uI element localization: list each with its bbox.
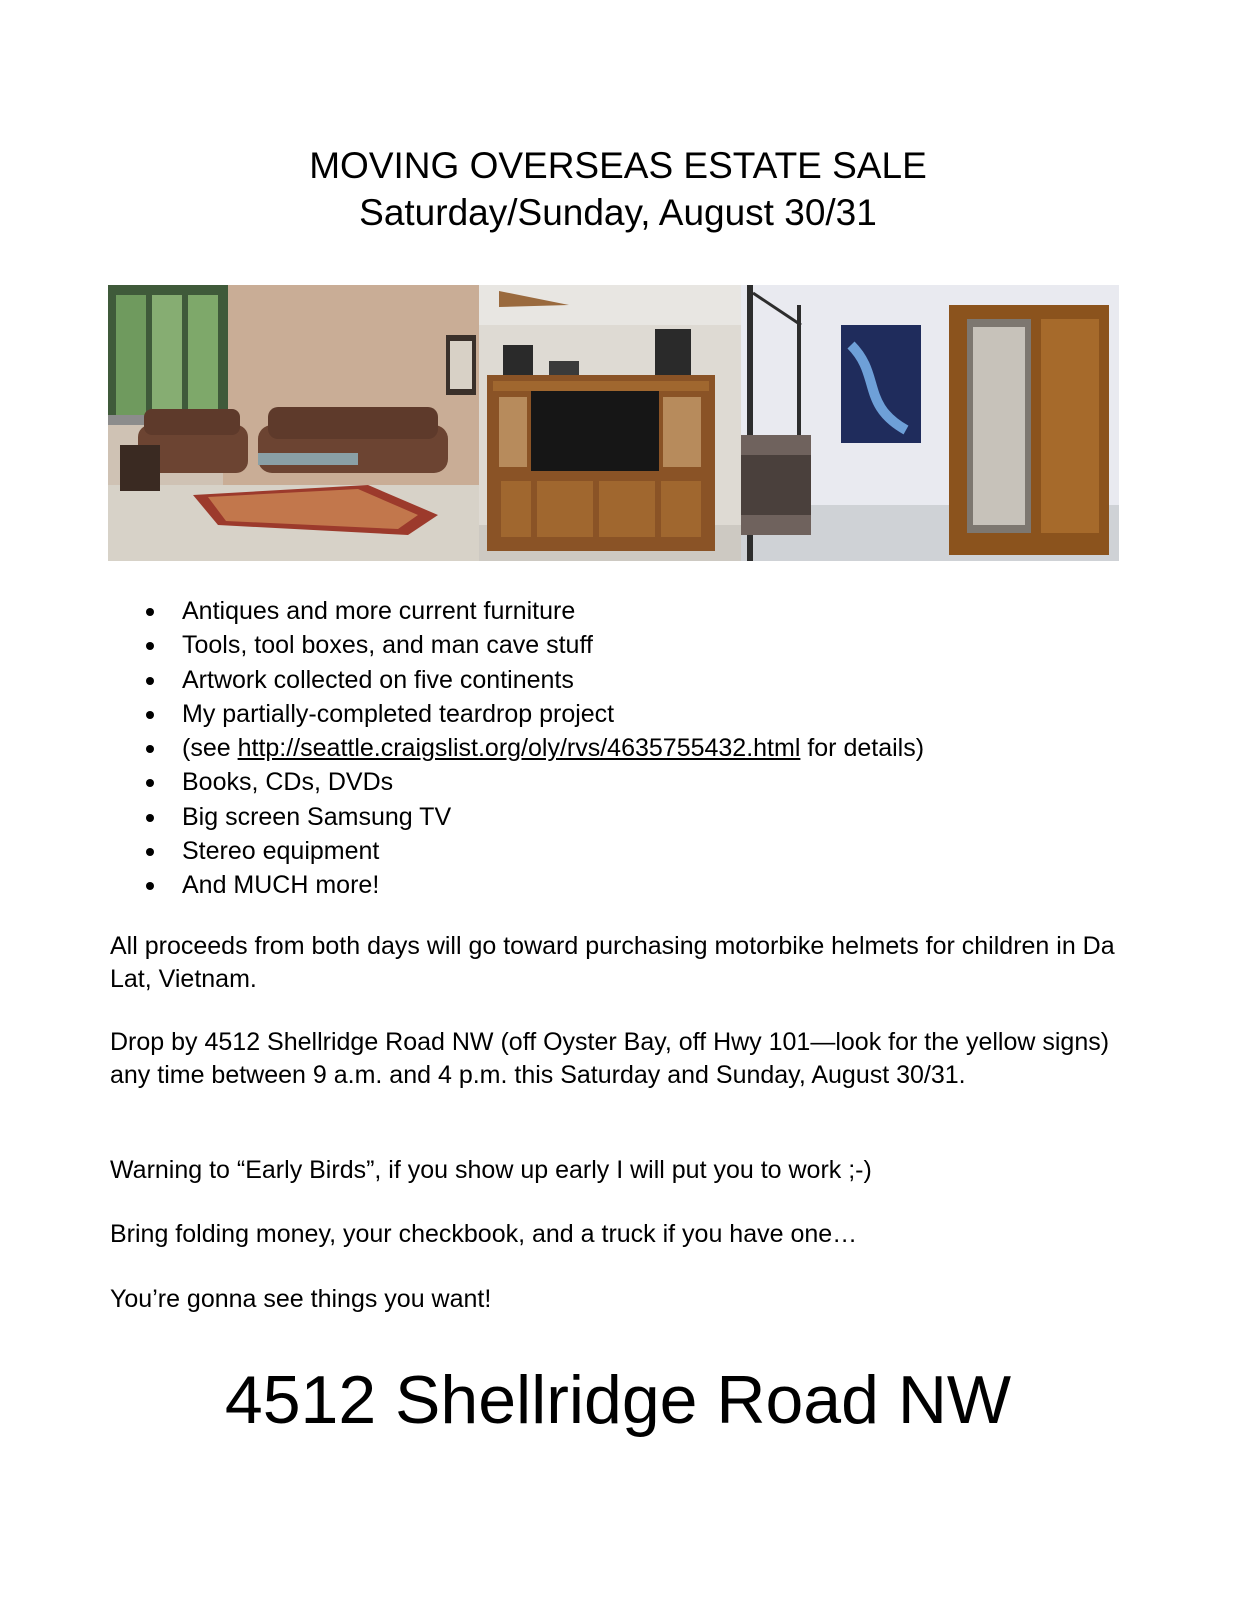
- warning-paragraph: Warning to “Early Birds”, if you show up early I will put you to work ;-): [110, 1156, 872, 1184]
- title-block: [0, 142, 1236, 236]
- entertainment-center-photo: [479, 285, 741, 561]
- list-item: And MUCH more!: [138, 868, 924, 902]
- bullet-icon: [146, 677, 154, 685]
- closing-paragraph: You’re gonna see things you want!: [110, 1285, 492, 1313]
- bullet-icon: [146, 814, 154, 822]
- bullet-icon: [146, 882, 154, 890]
- list-item: Antiques and more current furniture: [138, 594, 924, 628]
- bullet-icon: [146, 848, 154, 856]
- craigslist-link[interactable]: http://seattle.craigslist.org/oly/rvs/4635755432.html: [237, 734, 801, 763]
- bring-paragraph: Bring folding money, your checkbook, and a truck if you have one…: [110, 1220, 858, 1248]
- sale-dates: Saturday/Sunday, August 30/31: [359, 192, 877, 233]
- bullet-icon: [146, 608, 154, 616]
- living-room-photo: [108, 285, 479, 561]
- list-item: Stereo equipment: [138, 834, 924, 868]
- list-item: Artwork collected on five continents: [138, 663, 924, 697]
- item-list: [138, 594, 924, 903]
- footer-address: 4512 Shellridge Road NW: [224, 1362, 1012, 1438]
- bullet-icon: [146, 642, 154, 650]
- photo-strip: [108, 285, 1119, 561]
- bedroom-wardrobe-photo: [741, 285, 1119, 561]
- list-item: Big screen Samsung TV: [138, 800, 924, 834]
- directions-paragraph: Drop by 4512 Shellridge Road NW (off Oyster Bay, off Hwy 101—look for the yellow signs) any time between 9 a.m. and 4 p.m. this Saturday and Sunday, August 30/31.: [110, 1028, 1110, 1089]
- list-item: Tools, tool boxes, and man cave stuff: [138, 628, 924, 662]
- bullet-icon: [146, 779, 154, 787]
- list-item-link: (see http://seattle.craigslist.org/oly/rvs/4635755432.html for details): [138, 731, 924, 765]
- proceeds-paragraph: All proceeds from both days will go toward purchasing motorbike helmets for children in Da Lat, Vietnam.: [110, 932, 1115, 993]
- bullet-icon: [146, 711, 154, 719]
- bullet-icon: [146, 745, 154, 753]
- list-item: My partially-completed teardrop project: [138, 697, 924, 731]
- sale-title: MOVING OVERSEAS ESTATE SALE: [309, 145, 927, 186]
- list-item: Books, CDs, DVDs: [138, 765, 924, 799]
